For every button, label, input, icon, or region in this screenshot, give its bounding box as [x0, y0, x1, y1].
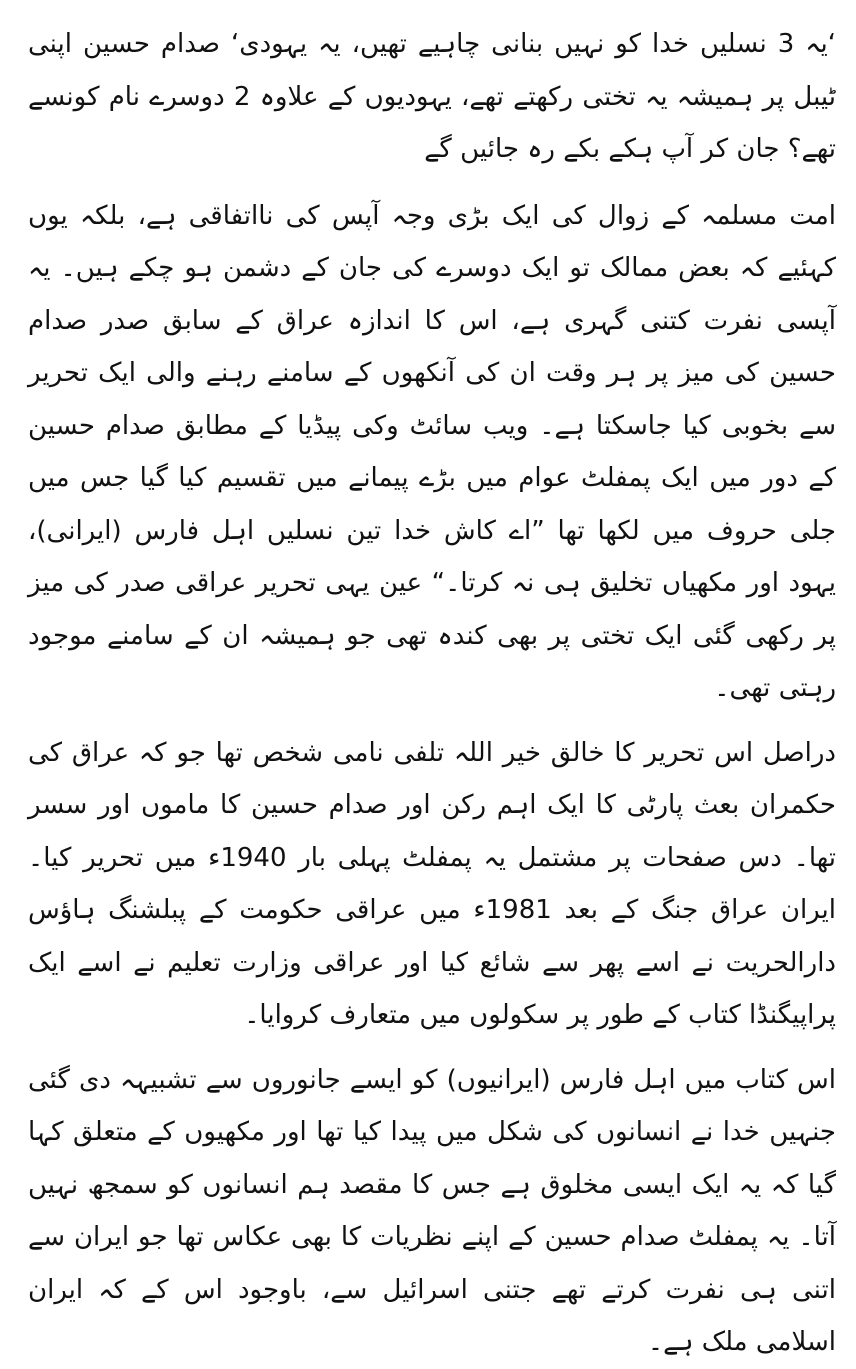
article-paragraph: امت مسلمہ کے زوال کی ایک بڑی وجہ آپس کی نااتفاقی ہے، بلکہ یوں کہئیے کہ بعض ممالک تو ایک دوسرے کی جان کے دشمن ہو چکے ہیں۔ یہ آپسی نفرت کتنی گہری ہے، اس کا اندازہ عراق کے سابق صدر صدام حسین کی میز پر ہر وقت ان کی آنکھوں کے سامنے رہنے والی ایک تحریر سے بخوبی کیا جاسکتا ہے۔ ویب سائٹ وکی پیڈیا کے مطابق صدام حسین کے دور میں ایک پمفلٹ عوام میں بڑے پیمانے میں تقسیم کیا گیا جس میں جلی حروف میں لکھا تھا ”اے کاش خدا تین نسلیں اہل فارس (ایرانی)، یہود اور مکھیاں تخلیق ہی نہ کرتا۔“ عین یہی تحریر عراقی صدر کی میز پر رکھی گئی ایک تختی پر بھی کندہ تھی جو ہمیشہ ان کے سامنے موجود رہتی تھی۔: [28, 200, 836, 703]
article-paragraph: دراصل اس تحریر کا خالق خیر اللہ تلفی نامی شخص تھا جو کہ عراق کی حکمران بعث پارٹی کا ایک اہم رکن اور صدام حسین کا ماموں اور سسر تھا۔ دس صفحات پر مشتمل یہ پمفلٹ پہلی بار 1940ء میں تحریر کیا۔ ایران عراق جنگ کے بعد 1981ء میں عراقی حکومت کے پبلشنگ ہاؤس دارالحریت نے اسے پھر سے شائع کیا اور عراقی وزارت تعلیم نے اسے ایک پراپیگنڈا کتاب کے طور پر سکولوں میں متعارف کروایا۔: [28, 737, 836, 1030]
article-paragraph: اس کتاب میں اہل فارس (ایرانیوں) کو ایسے جانوروں سے تشبیہہ دی گئی جنہیں خدا نے انسانوں کی شکل میں پیدا کیا تھا اور مکھیوں کے متعلق کہا گیا کہ یہ ایک ایسی مخلوق ہے جس کا مقصد ہم انسانوں کو سمجھ نہیں آتا۔ یہ پمفلٹ صدام حسین کے اپنے نظریات کا بھی عکاس تھا جو ایران سے اتنی ہی نفرت کرتے تھے جتنی اسرائیل سے، باوجود اس کے کہ ایران اسلامی ملک ہے۔: [28, 1064, 836, 1357]
article-headline: ‘یہ 3 نسلیں خدا کو نہیں بنانی چاہیے تھیں، یہ یہودی‘ صدام حسین اپنی ٹیبل پر ہمیشہ یہ تختی رکھتے تھے، یہودیوں کے علاوہ 2 دوسرے نام کونسے تھے؟ جان کر آپ ہکے بکے رہ جائیں گے: [28, 29, 837, 164]
